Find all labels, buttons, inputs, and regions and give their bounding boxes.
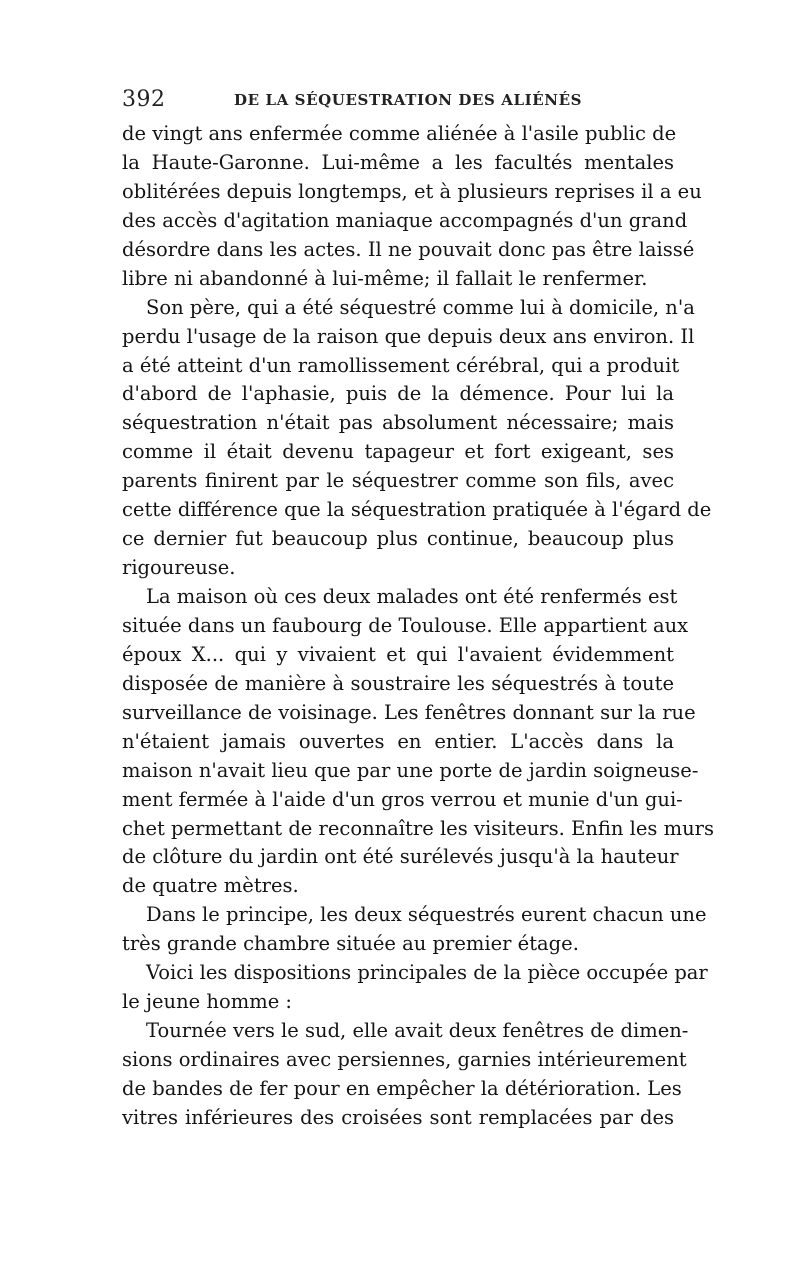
- running-title: DE LA SÉQUESTRATION DES ALIÉNÉS: [234, 91, 583, 109]
- body-text: [122, 120, 714, 1133]
- text-line: cette différence que la séquestration pratiquée à l'égard de: [122, 498, 712, 522]
- text-line: parents finirent par le séquestrer comme son fils, avec: [122, 469, 674, 493]
- text-line: époux X... qui y vivaient et qui l'avaient évidemment: [122, 642, 674, 666]
- text-line: perdu l'usage de la raison que depuis deux ans environ. Il: [122, 324, 695, 348]
- text-line: la Haute-Garonne. Lui-même a les facultés mentales: [122, 150, 674, 174]
- text-line: chet permettant de reconnaître les visiteurs. Enfin les murs: [122, 816, 714, 840]
- text-line: Tournée vers le sud, elle avait deux fenêtres de dimen-: [146, 1019, 689, 1043]
- text-line: le jeune homme :: [122, 990, 293, 1014]
- text-line: disposée de manière à soustraire les séquestrés à toute: [122, 671, 674, 695]
- text-line: ment fermée à l'aide d'un gros verrou et munie d'un gui-: [122, 787, 683, 811]
- text-line: surveillance de voisinage. Les fenêtres donnant sur la rue: [122, 700, 696, 724]
- text-line: située dans un faubourg de Toulouse. Elle appartient aux: [122, 613, 689, 637]
- text-line: libre ni abandonné à lui-même; il fallait le renfermer.: [122, 266, 648, 290]
- text-line: Dans le principe, les deux séquestrés eurent chacun une: [146, 903, 707, 927]
- text-line: n'étaient jamais ouvertes en entier. L'accès dans la: [122, 729, 674, 753]
- text-line: d'abord de l'aphasie, puis de la démence. Pour lui la: [122, 382, 674, 406]
- text-line: de clôture du jardin ont été surélevés jusqu'à la hauteur: [122, 845, 679, 869]
- text-line: Son père, qui a été séquestré comme lui à domicile, n'a: [146, 295, 695, 319]
- text-line: désordre dans les actes. Il ne pouvait donc pas être laissé: [122, 237, 695, 261]
- text-line: de quatre mètres.: [122, 874, 299, 898]
- text-line: des accès d'agitation maniaque accompagnés d'un grand: [122, 208, 688, 232]
- text-line: très grande chambre située au premier étage.: [122, 932, 579, 956]
- text-line: de vingt ans enfermée comme aliénée à l'asile public de: [122, 122, 677, 145]
- text-line: comme il était devenu tapageur et fort exigeant, ses: [122, 440, 674, 464]
- text-line: de bandes de fer pour en empêcher la détérioration. Les: [122, 1076, 682, 1100]
- text-line: Voici les dispositions principales de la pièce occupée par: [146, 961, 708, 985]
- page-number: 392: [122, 87, 166, 112]
- text-line: oblitérées depuis longtemps, et à plusieurs reprises il a eu: [122, 179, 702, 203]
- text-line: a été atteint d'un ramollissement cérébral, qui a produit: [122, 353, 680, 377]
- text-line: La maison où ces deux malades ont été renfermés est: [146, 585, 678, 608]
- page-header: [122, 87, 682, 113]
- text-line: sions ordinaires avec persiennes, garnies intérieurement: [122, 1048, 687, 1071]
- text-line: maison n'avait lieu que par une porte de jardin soigneuse-: [122, 758, 699, 782]
- text-line: ce dernier fut beaucoup plus continue, beaucoup plus: [122, 527, 674, 551]
- text-line: vitres inférieures des croisées sont remplacées par des: [122, 1105, 674, 1129]
- text-line: rigoureuse.: [122, 556, 236, 580]
- text-line: séquestration n'était pas absolument nécessaire; mais: [122, 411, 674, 435]
